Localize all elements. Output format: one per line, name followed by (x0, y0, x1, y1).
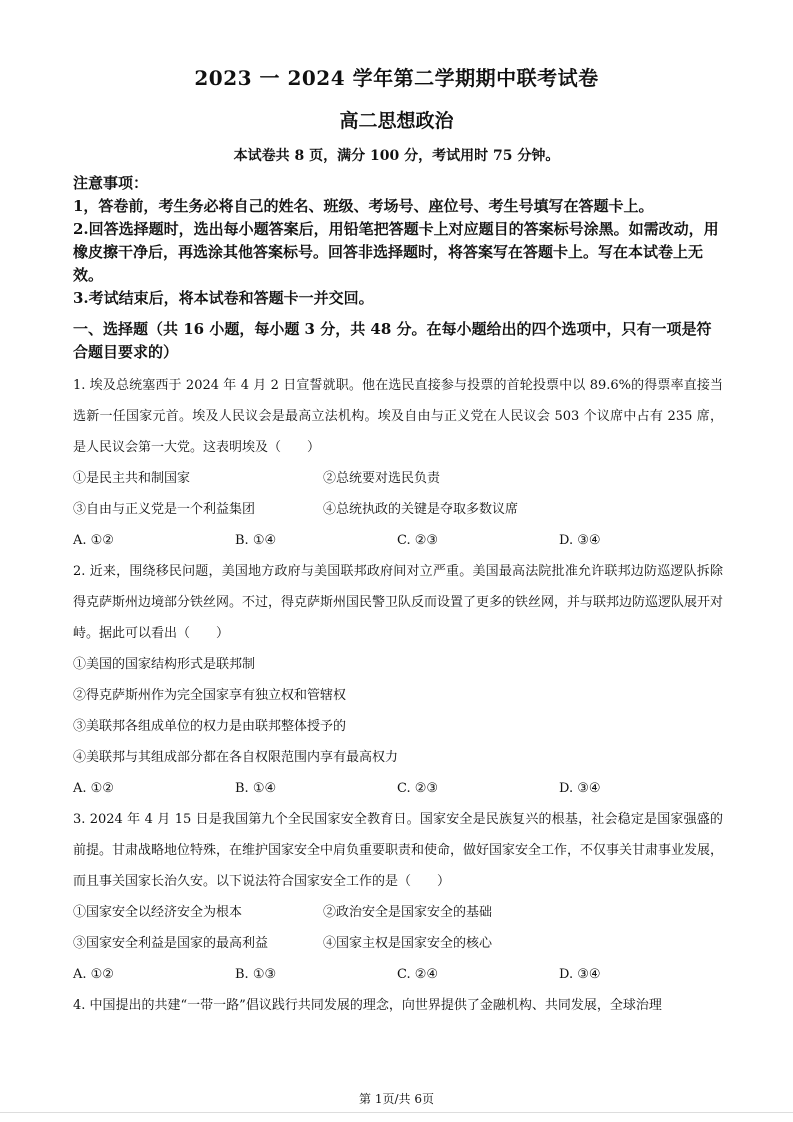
statement-option: ③自由与正义党是一个利益集团 (73, 502, 256, 517)
question-stem: 4. 中国提出的共建“一带一路”倡议践行共同发展的理念，向世界提供了金融机构、共同发展，全球治理 (73, 998, 662, 1013)
statement-option: ②得克萨斯州作为完全国家享有独立权和管辖权 (73, 688, 347, 703)
question-stem: 3. 2024 年 4 月 15 日是我国第九个全民国家安全教育日。国家安全是民族复兴的根基，社会稳定是国家强盛的前提。甘肃战略地位特殊，在维护国家安全中肩负重要职责和使命，做好国家安全工作，不仅事关甘肃事业发展，而且事关国家长治久安。以下说法符合国家安全工作的是（ ） (73, 812, 724, 889)
option-row (73, 494, 723, 525)
page-number: 第 1页/共 6页 (359, 1092, 434, 1106)
answer-choices (73, 773, 723, 804)
choice-b: B. ①④ (235, 533, 277, 548)
question-stem: 1. 埃及总统塞西于 2024 年 4 月 2 日宣誓就职。他在选民直接参与投票的首轮投票中以 89.6%的得票率直接当选新一任国家元首。埃及人民议会是最高立法机构。埃及自由与正义党在人民议会 503 个议席中占有 235 席，是人民议会第一大党。这表明埃及（ ） (73, 378, 723, 455)
choice-d: D. ③④ (559, 781, 601, 796)
choice-a: A. ①② (73, 781, 114, 796)
exam-subject: 高二思想政治 (339, 110, 454, 132)
choice-a: A. ①② (73, 967, 114, 982)
exam-title: 2023 一 2024 学年第二学期期中联考试卷 (194, 66, 599, 90)
question-1 (73, 370, 723, 556)
statement-option: ③美联邦各组成单位的权力是由联邦整体授予的 (73, 719, 347, 734)
option-row (73, 897, 723, 928)
statement-option: ①国家安全以经济安全为根本 (73, 905, 243, 920)
choice-b: B. ①③ (235, 967, 277, 982)
question-4 (73, 990, 723, 1021)
notes-item-1: 1，答卷前，考生务必将自己的姓名、班级、考场号、座位号、考生号填写在答题卡上。 (73, 197, 654, 215)
notes-block (73, 172, 723, 310)
footer-divider (0, 1112, 793, 1113)
questions-list (73, 370, 723, 1021)
choice-d: D. ③④ (559, 967, 601, 982)
choice-c: C. ②③ (397, 533, 439, 548)
statement-option: ②总统要对选民负责 (323, 471, 441, 486)
statement-option: ②政治安全是国家安全的基础 (323, 905, 493, 920)
question-2 (73, 556, 723, 804)
answer-choices (73, 525, 723, 556)
statement-option: ④国家主权是国家安全的核心 (323, 936, 493, 951)
choice-c: C. ②③ (397, 781, 439, 796)
question-3 (73, 804, 723, 990)
choice-d: D. ③④ (559, 533, 601, 548)
option-row (73, 463, 723, 494)
choice-a: A. ①② (73, 533, 114, 548)
exam-info: 本试卷共 8 页，满分 100 分，考试用时 75 分钟。 (233, 148, 560, 164)
choice-b: B. ①④ (235, 781, 277, 796)
statement-option: ①是民主共和制国家 (73, 471, 191, 486)
statement-option: ④总统执政的关键是夺取多数议席 (323, 502, 519, 517)
notes-item-3: 3.考试结束后，将本试卷和答题卡一并交回。 (73, 289, 374, 307)
statement-option: ①美国的国家结构形式是联邦制 (73, 657, 256, 672)
choice-c: C. ②④ (397, 967, 439, 982)
notes-item-2: 2.回答选择题时，选出每小题答案后，用铅笔把答题卡上对应题目的答案标号涂黑。如需改动，用橡皮擦干净后，再选涂其他答案标号。回答非选择题时，将答案写在答题卡上。写在本试卷上无效。 (73, 220, 719, 284)
question-stem: 2. 近来，围绕移民问题，美国地方政府与美国联邦政府间对立严重。美国最高法院批准允许联邦边防巡逻队拆除得克萨斯州边境部分铁丝网。不过，得克萨斯州国民警卫队反而设置了更多的铁丝网，并与联邦边防巡逻队展开对峙。据此可以看出（ ） (73, 564, 724, 641)
option-row (73, 928, 723, 959)
statement-option: ③国家安全利益是国家的最高利益 (73, 936, 269, 951)
statement-option: ④美联邦与其组成部分都在各自权限范围内享有最高权力 (73, 750, 399, 765)
answer-choices (73, 959, 723, 990)
section-heading: 一、选择题（共 16 小题，每小题 3 分，共 48 分。在每小题给出的四个选项中，只有一项是符合题目要求的） (73, 320, 712, 361)
notes-heading: 注意事项： (73, 174, 149, 192)
